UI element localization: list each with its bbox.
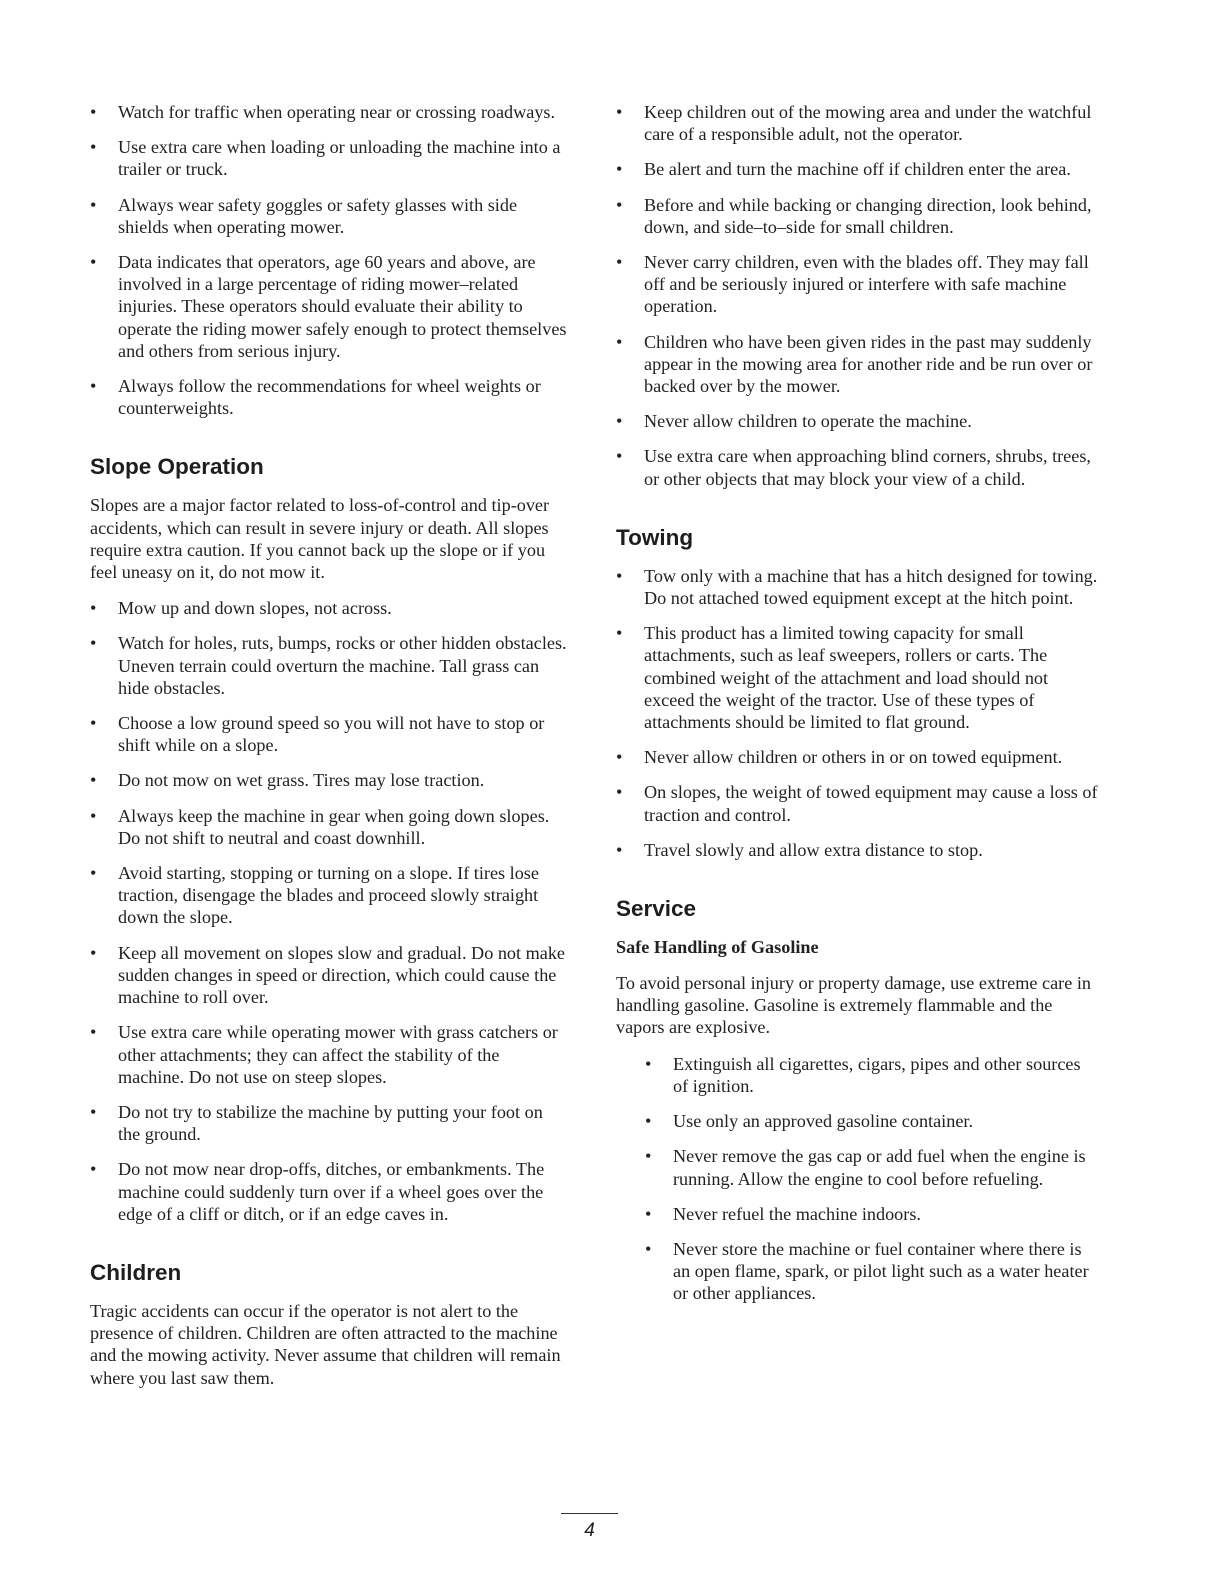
slope-intro-paragraph: Slopes are a major factor related to loss-of-control and tip-over accidents, which can result in severe injury or death. All slopes require extra caution. If you cannot back up the slope or if you feel uneasy on it, do not mow it. [90,495,550,583]
bullet-icon: • [90,194,97,215]
list-item: • Keep all movement on slopes slow and gradual. Do not make sudden changes in speed or direction, which could cause the machine to roll over. [90,942,566,1008]
list-item: • Always follow the recommendations for wheel weights or counterweights. [90,376,541,419]
list-item: • Never allow children or others in or on towed equipment. [616,747,1063,768]
bullet-icon: • [616,252,623,273]
list-item: • Always keep the machine in gear when going down slopes. Do not shift to neutral and coast downhill. [90,805,550,848]
bullet-icon: • [616,623,623,644]
children-heading: Children [90,1259,182,1285]
list-item: • Before and while backing or changing direction, look behind, down, and side–to–side for small children. [616,194,1092,237]
list-item: • Extinguish all cigarettes, cigars, pipes and other sources of ignition. [645,1053,1081,1096]
children-intro-paragraph: Tragic accidents can occur if the operator is not alert to the presence of children. Children are often attracted to the machine and the mowing activity. Never assume that children will remain where you last saw them. [90,1300,561,1388]
intro-bullet-list [90,101,568,419]
list-item: • Be alert and turn the machine off if children enter the area. [616,159,1071,180]
left-column [90,101,568,1389]
safe-handling-gasoline-subheading: Safe Handling of Gasoline [616,937,819,958]
bullet-icon: • [616,331,623,352]
list-item: • Watch for holes, ruts, bumps, rocks or other hidden obstacles. Uneven terrain could overturn the machine. Tall grass can hide obstacles. [90,633,567,698]
list-item: • Always wear safety goggles or safety glasses with side shields when operating mower. [90,194,518,237]
right-column [616,101,1098,1318]
list-item: • Never carry children, even with the blades off. They may fall off and be seriously injured or interfere with safe machine operation. [616,252,1089,317]
bullet-icon: • [90,1101,97,1122]
bullet-icon: • [90,137,97,158]
list-item: • Keep children out of the mowing area and under the watchful care of a responsible adult, not the operator. [616,102,1092,145]
list-item: • Use extra care while operating mower with grass catchers or other attachments; they can affect the stability of the machine. Do not use on steep slopes. [90,1022,558,1087]
list-item: • Watch for traffic when operating near or crossing roadways. [90,102,556,122]
bullet-icon: • [645,1146,652,1167]
gasoline-intro-paragraph: To avoid personal injury or property damage, use extreme care in handling gasoline. Gasoline is extremely flammable and the vapors are explosive. [616,973,1091,1038]
towing-bullet-list [616,565,1098,861]
list-item: • Never refuel the machine indoors. [645,1203,921,1224]
bullet-icon: • [616,194,623,215]
bullet-icon: • [90,1022,97,1043]
list-item: • Never allow children to operate the machine. [616,411,972,432]
bullet-icon: • [90,102,97,122]
list-item: • Data indicates that operators, age 60 years and above, are involved in a large percentage of riding mower–related injuries. These operators should evaluate their ability to operate the riding mower safely enough to protect themselves and others from serious injury. [90,252,567,361]
footer-divider [561,1513,618,1514]
service-heading: Service [616,896,697,922]
bullet-icon: • [645,1111,652,1132]
list-item: • On slopes, the weight of towed equipment may cause a loss of traction and control. [616,782,1098,825]
list-item: • Travel slowly and allow extra distance to stop. [616,839,983,860]
list-item: • Do not mow near drop-offs, ditches, or embankments. The machine could suddenly turn over if a wheel goes over the edge of a cliff or ditch, or if an edge caves in. [90,1159,545,1224]
slope-bullet-list [90,597,568,1225]
list-item: • Avoid starting, stopping or turning on a slope. If tires lose traction, disengage the blades and proceed slowly straight down the slope. [90,863,539,928]
bullet-icon: • [90,942,97,963]
bullet-icon: • [616,102,623,122]
bullet-icon: • [645,1203,652,1224]
list-item: • Tow only with a machine that has a hitch designed for towing. Do not attached towed equipment except at the hitch point. [616,565,1098,609]
bullet-icon: • [90,252,97,273]
bullet-icon: • [645,1053,652,1074]
list-item: • This product has a limited towing capacity for small attachments, such as leaf sweepers, rollers or carts. The combined weight of the attachment and load should not exceed the weight of the tractor. Use of these types of attachments should be limited to flat ground. [616,623,1049,733]
list-item: • Never remove the gas cap or add fuel when the engine is running. Allow the engine to cool before refueling. [645,1146,1086,1189]
gasoline-bullet-list [616,1053,1098,1305]
list-item: • Use only an approved gasoline container. [645,1111,974,1132]
list-item: • Mow up and down slopes, not across. [90,598,392,619]
bullet-icon: • [616,446,623,467]
bullet-icon: • [616,411,623,432]
children-bullet-list [616,101,1098,490]
slope-operation-heading: Slope Operation [90,454,264,480]
bullet-icon: • [90,598,97,619]
bullet-icon: • [90,805,97,826]
bullet-icon: • [90,770,97,791]
bullet-icon: • [616,565,623,586]
page-number: 4 [584,1520,595,1541]
list-item: • Never store the machine or fuel container where there is an open flame, spark, or pilot light such as a water heater or other appliances. [645,1238,1089,1304]
list-item: • Do not mow on wet grass. Tires may lose traction. [90,770,485,791]
bullet-icon: • [616,782,623,803]
list-item: • Use extra care when approaching blind corners, shrubs, trees, or other objects that may block your view of a child. [616,446,1091,489]
bullet-icon: • [645,1238,652,1259]
towing-heading: Towing [616,524,694,550]
bullet-icon: • [90,713,97,734]
list-item: • Do not try to stabilize the machine by putting your foot on the ground. [90,1101,543,1145]
bullet-icon: • [90,376,97,397]
bullet-icon: • [616,839,623,860]
bullet-icon: • [90,633,97,654]
bullet-icon: • [616,747,623,768]
bullet-icon: • [616,159,623,180]
bullet-icon: • [90,863,97,884]
list-item: • Use extra care when loading or unloading the machine into a trailer or truck. [90,137,561,180]
bullet-icon: • [90,1159,97,1180]
list-item: • Children who have been given rides in the past may suddenly appear in the mowing area for another ride and be run over or backed over by the mower. [616,331,1093,397]
list-item: • Choose a low ground speed so you will not have to stop or shift while on a slope. [90,713,545,756]
